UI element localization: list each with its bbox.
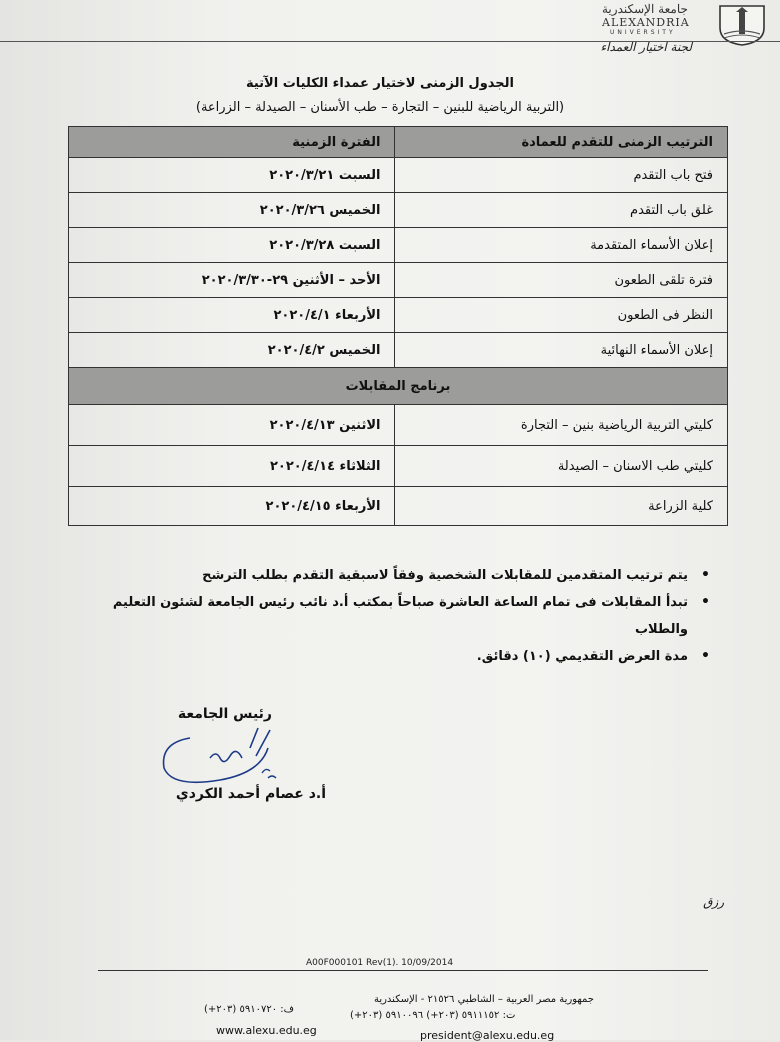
cell-stage: إعلان الأسماء النهائية xyxy=(395,333,728,368)
cell-period: الخميس ٢٠٢٠/٤/٢ xyxy=(69,333,395,368)
cell-period: الخميس ٢٠٢٠/٣/٢٦ xyxy=(69,193,395,228)
typist-initials: رزق xyxy=(703,895,724,909)
cell-stage: إعلان الأسماء المتقدمة xyxy=(395,228,728,263)
list-item xyxy=(88,589,710,643)
signer-name: أ.د عصام أحمد الكردي xyxy=(175,786,326,802)
cell-period: السبت ٢٠٢٠/٣/٢٨ xyxy=(69,228,395,263)
footer-email-link[interactable]: president@alexu.edu.eg xyxy=(420,1029,555,1042)
table-row xyxy=(69,333,728,368)
cell-interview-date: الثلاثاء ٢٠٢٠/٤/١٤ xyxy=(69,446,395,487)
bullet-icon: • xyxy=(701,648,710,664)
cell-period: الأربعاء ٢٠٢٠/٤/١ xyxy=(69,298,395,333)
note-text: يتم ترتيب المتقدمين للمقابلات الشخصية وفقاً لاسبقية التقدم بطلب الترشح xyxy=(202,568,688,583)
note-text: تبدأ المقابلات فى تمام الساعة العاشرة صباحاً بمكتب أ.د نائب رئيس الجامعة لشئون التعليم والطلاب xyxy=(112,595,688,637)
cell-interview-date: الأربعاء ٢٠٢٠/٤/١٥ xyxy=(69,487,395,526)
university-crest-icon xyxy=(716,2,768,46)
header-period: الفترة الزمنية xyxy=(69,127,395,158)
document-subtitle: (التربية الرياضية للبنين – التجارة – طب الأسنان – الصيدلة – الزراعة) xyxy=(195,100,565,115)
university-name-english: ALEXANDRIA xyxy=(602,16,690,29)
cell-interview-date: الاثنين ٢٠٢٠/٤/١٣ xyxy=(69,405,395,446)
cell-stage: النظر فى الطعون xyxy=(395,298,728,333)
committee-note: لجنة اختيار العمداء xyxy=(600,40,692,54)
table-header-row xyxy=(69,127,728,158)
footer-address: جمهورية مصر العربية – الشاطبي ٢١٥٢٦ - الإسكندرية xyxy=(373,994,594,1005)
cell-interview-faculty: كليتي طب الاسنان – الصيدلة xyxy=(395,446,728,487)
university-name-english-sub: UNIVERSITY xyxy=(610,29,676,36)
table-row xyxy=(69,405,728,446)
cell-interview-faculty: كليتي التربية الرياضية بنين – التجارة xyxy=(395,405,728,446)
list-item xyxy=(88,643,710,670)
cell-stage: فتح باب التقدم xyxy=(395,158,728,193)
cell-stage: غلق باب التقدم xyxy=(395,193,728,228)
university-logo-text xyxy=(602,2,714,42)
note-text: مدة العرض التقديمي (١٠) دقائق. xyxy=(476,649,688,664)
cell-interview-faculty: كلية الزراعة xyxy=(395,487,728,526)
notes-list xyxy=(88,562,710,670)
bullet-icon: • xyxy=(701,567,710,583)
schedule-table xyxy=(68,126,728,526)
list-item xyxy=(88,562,710,589)
document-code: A00F000101 Rev(1). 10/09/2014 xyxy=(306,958,454,968)
signer-title: رئيس الجامعة xyxy=(177,706,272,722)
cell-period: السبت ٢٠٢٠/٣/٢١ xyxy=(69,158,395,193)
footer-phone: ت: ٥٩١١١٥٢ (٢٠٣+) ٥٩١٠٠٩٦ (٢٠٣+) xyxy=(350,1010,516,1021)
table-row xyxy=(69,446,728,487)
interviews-heading: برنامج المقابلات xyxy=(69,368,728,405)
university-name-arabic: جامعة الإسكندرية xyxy=(602,2,688,16)
bullet-icon: • xyxy=(701,594,710,610)
table-row xyxy=(69,193,728,228)
cell-period: الأحد – الأثنين ٢٩-٢٠٢٠/٣/٣٠ xyxy=(69,263,395,298)
footer-fax: ف: ٥٩١٠٧٢٠ (٢٠٣+) xyxy=(204,1004,295,1015)
footer-divider xyxy=(98,970,708,971)
document-title: الجدول الزمنى لاختيار عمداء الكليات الآتية xyxy=(245,76,515,91)
table-row xyxy=(69,228,728,263)
interviews-heading-row xyxy=(69,368,728,405)
table-row xyxy=(69,263,728,298)
footer-website-link[interactable]: www.alexu.edu.eg xyxy=(216,1024,317,1037)
table-row xyxy=(69,298,728,333)
table-row xyxy=(69,158,728,193)
header-stage: الترتيب الزمنى للتقدم للعمادة xyxy=(395,127,728,158)
cell-stage: فترة تلقى الطعون xyxy=(395,263,728,298)
table-row xyxy=(69,487,728,526)
